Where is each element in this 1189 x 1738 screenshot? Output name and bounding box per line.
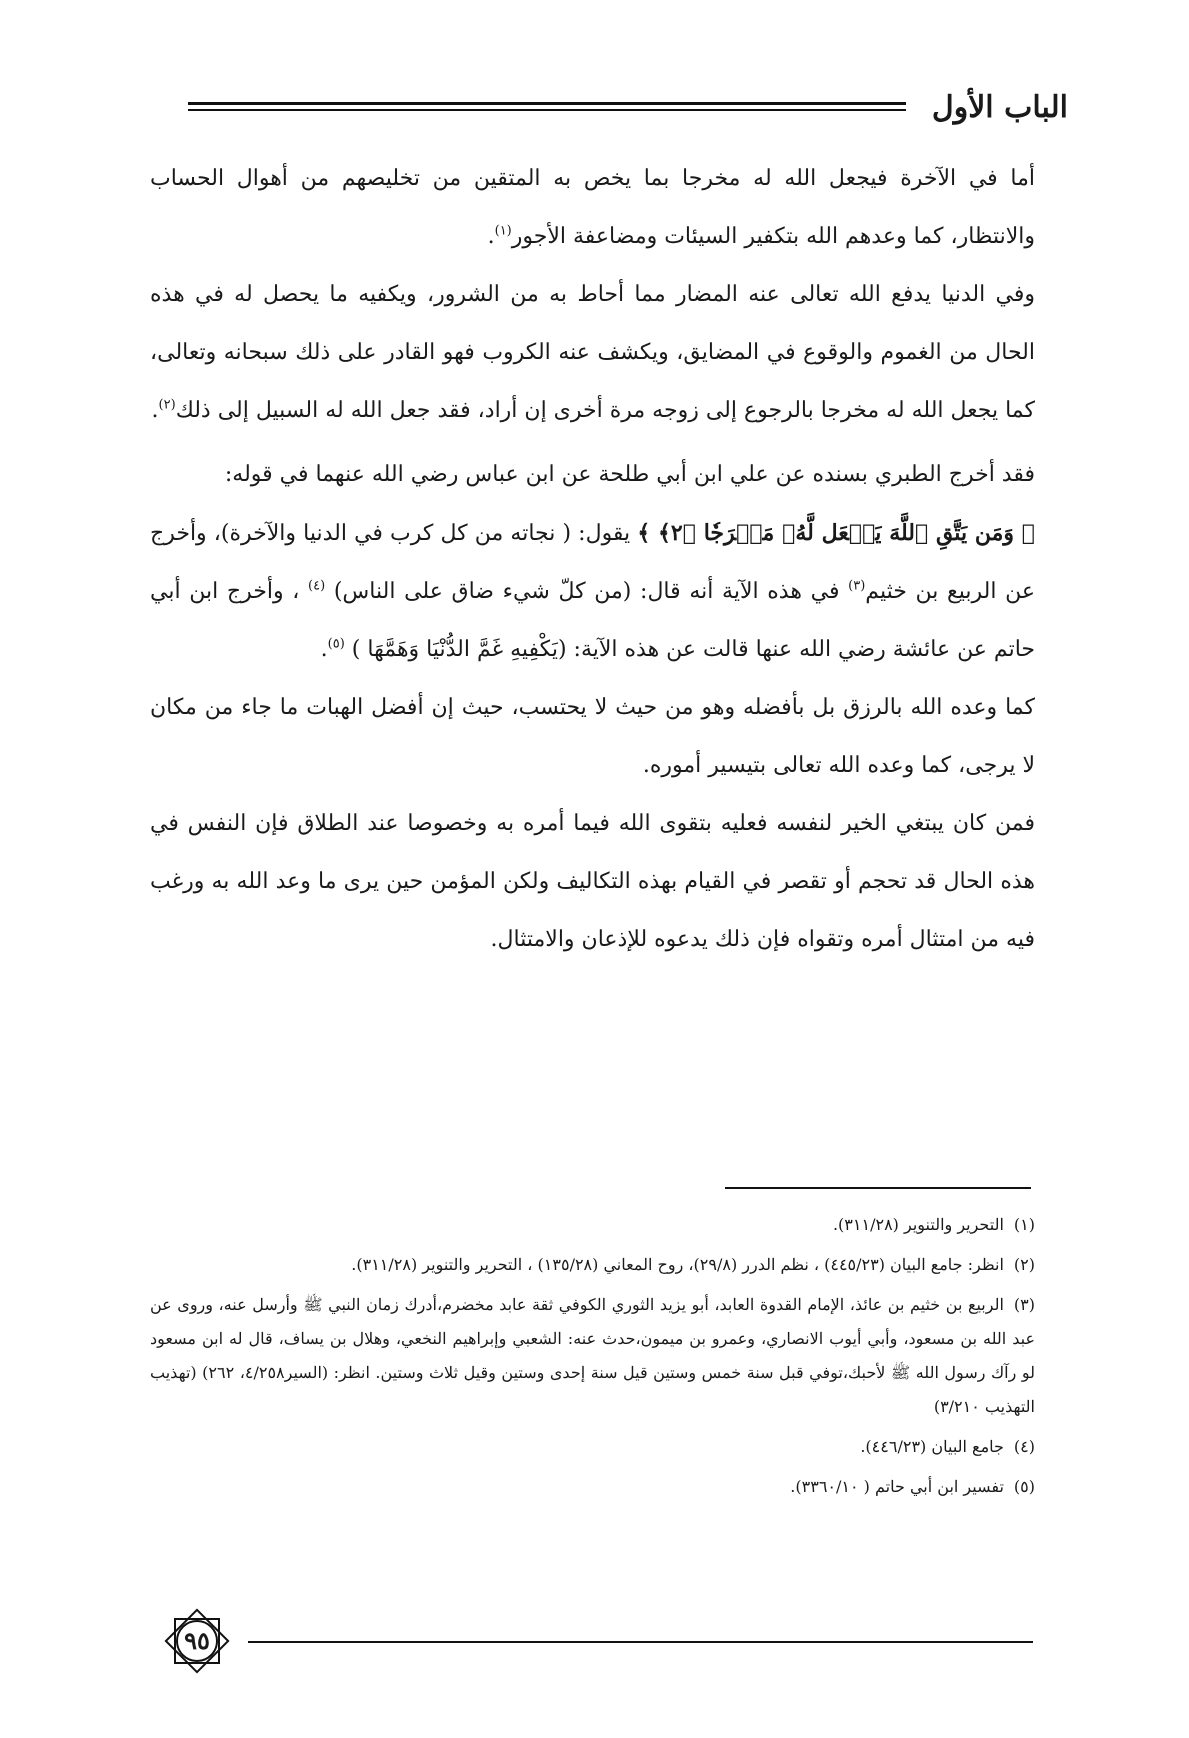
footnote-separator xyxy=(725,1187,1031,1189)
footnote-text: الربيع بن خثيم بن عائذ، الإمام القدوة العابد، أبو يزيد الثوري الكوفي ثقة عابد مخضرم،أدرك زمان النبي ﷺ وأرسل عنه، وروى عن عبد الله بن مسعود، وأبي أيوب الانصاري، وعمرو بن ميمون،حدث عنه: الشعبي وإبراهيم النخعي، وهلال بن يساف، قال له ابن مسعود لو رآك رسول الله ﷺ لأحبك،توفي قبل سنة خمس وستين قيل سنة إحدى وستين وقيل ثلاث وستين. انظر: (السير٤/٢٥٨، ٢٦٢) (تهذيب التهذيب ٣/٢١٠) xyxy=(150,1295,1035,1416)
footnote-5 xyxy=(150,1470,1035,1504)
footnote-3 xyxy=(150,1288,1035,1424)
paragraph-4-text-c: ، وأخرج ابن أبي حاتم عن عائشة رضي الله عنها قالت عن هذه الآية: (يَكْفِيهِ غَمَّ الدُّنْيَا وَهَمَّهَا ) xyxy=(150,579,1035,662)
footnote-number: (٤) xyxy=(1013,1437,1035,1456)
footer-rule xyxy=(248,1641,1033,1643)
footnote-text: تفسير ابن أبي حاتم ( ٣٣٦٠/١٠). xyxy=(790,1477,1004,1496)
footnote-number: (١) xyxy=(1013,1215,1035,1234)
paragraph-3: فقد أخرج الطبري بسنده عن علي ابن أبي طلحة عن ابن عباس رضي الله عنهما في قوله: xyxy=(224,462,1035,487)
footnote-text: جامع البيان (٤٤٦/٢٣). xyxy=(860,1437,1004,1456)
footnote-ref-3: (٣) xyxy=(848,578,866,594)
period: . xyxy=(151,398,159,423)
footnote-ref-4: (٤) xyxy=(308,578,326,594)
paragraph-1 xyxy=(150,150,1035,266)
footnote-2 xyxy=(150,1248,1035,1282)
chapter-title: الباب الأول xyxy=(931,90,1068,125)
footnote-ref-2: (٢) xyxy=(158,397,176,413)
page-number: ٩٥ xyxy=(184,1626,210,1655)
page-number-ornament xyxy=(158,1602,236,1680)
footnote-number: (٢) xyxy=(1013,1255,1035,1274)
paragraph-6: فمن كان يبتغي الخير لنفسه فعليه بتقوى الله فيما أمره به وخصوصا عند الطلاق فإن النفس في هذه الحال قد تحجم أو تقصر في القيام بهذه التكاليف ولكن المؤمن حين يرى ما وعد الله به ورغب فيه من امتثال أمره وتقواه فإن ذلك يدعوه للإذعان والامتثال. xyxy=(150,811,1035,952)
body-text xyxy=(150,150,1035,969)
header-rule-thin xyxy=(188,109,906,111)
period: . xyxy=(487,224,495,249)
page-footer xyxy=(158,1602,1033,1676)
footnotes xyxy=(150,1208,1035,1510)
paragraph-4-text-a: يقول: ( نجاته من كل كرب في الدنيا والآخرة)، وأخرج عن الربيع بن خثيم xyxy=(150,521,1035,604)
paragraph-4 xyxy=(150,504,1035,679)
header-rule-thick xyxy=(188,102,906,105)
footnote-text: التحرير والتنوير (٣١١/٢٨). xyxy=(832,1215,1004,1234)
paragraph-4-text-b: في هذه الآية أنه قال: (من كلّ شيء ضاق على الناس) xyxy=(325,579,849,604)
footnote-number: (٥) xyxy=(1013,1477,1035,1496)
paragraph-2-text: وفي الدنيا يدفع الله تعالى عنه المضار مما أحاط به من الشرور، ويكفيه ما يحصل له في هذه الحال من الغموم والوقوع في المضايق، ويكشف عنه الكروب فهو القادر على ذلك سبحانه وتعالى، كما يجعل الله له مخرجا بالرجوع إلى زوجه مرة أخرى إن أراد، فقد جعل الله له السبيل إلى ذلك xyxy=(150,282,1035,423)
page-header xyxy=(188,88,1068,128)
footnote-text: انظر: جامع البيان (٤٤٥/٢٣) ، نظم الدرر (٢٩/٨)، روح المعاني (١٣٥/٢٨) ، التحرير والتنوير (٣١١/٢٨). xyxy=(351,1255,1004,1274)
footnote-ref-5: (٥) xyxy=(327,636,345,652)
paragraph-2 xyxy=(150,266,1035,440)
paragraph-1-text: أما في الآخرة فيجعل الله له مخرجا بما يخص به المتقين من تخليصهم من أهوال الحساب والانتظار، كما وعدهم الله بتكفير السيئات ومضاعفة الأجور xyxy=(150,166,1035,249)
paragraph-5: كما وعده الله بالرزق بل بأفضله وهو من حيث لا يحتسب، حيث إن أفضل الهبات ما جاء من مكان لا يرجى، كما وعده الله تعالى بتيسير أموره. xyxy=(150,695,1035,778)
period: . xyxy=(320,637,328,662)
quran-verse: ﴿ وَمَن يَتَّقِ ٱللَّهَ يَجۡعَل لَّهُۥ مَخۡرَجٗا ﴿٢﴾ ﴾ xyxy=(637,520,1035,546)
footnote-4 xyxy=(150,1430,1035,1464)
footnote-1 xyxy=(150,1208,1035,1242)
footnote-number: (٣) xyxy=(1013,1295,1035,1314)
footnote-ref-1: (١) xyxy=(494,223,512,239)
